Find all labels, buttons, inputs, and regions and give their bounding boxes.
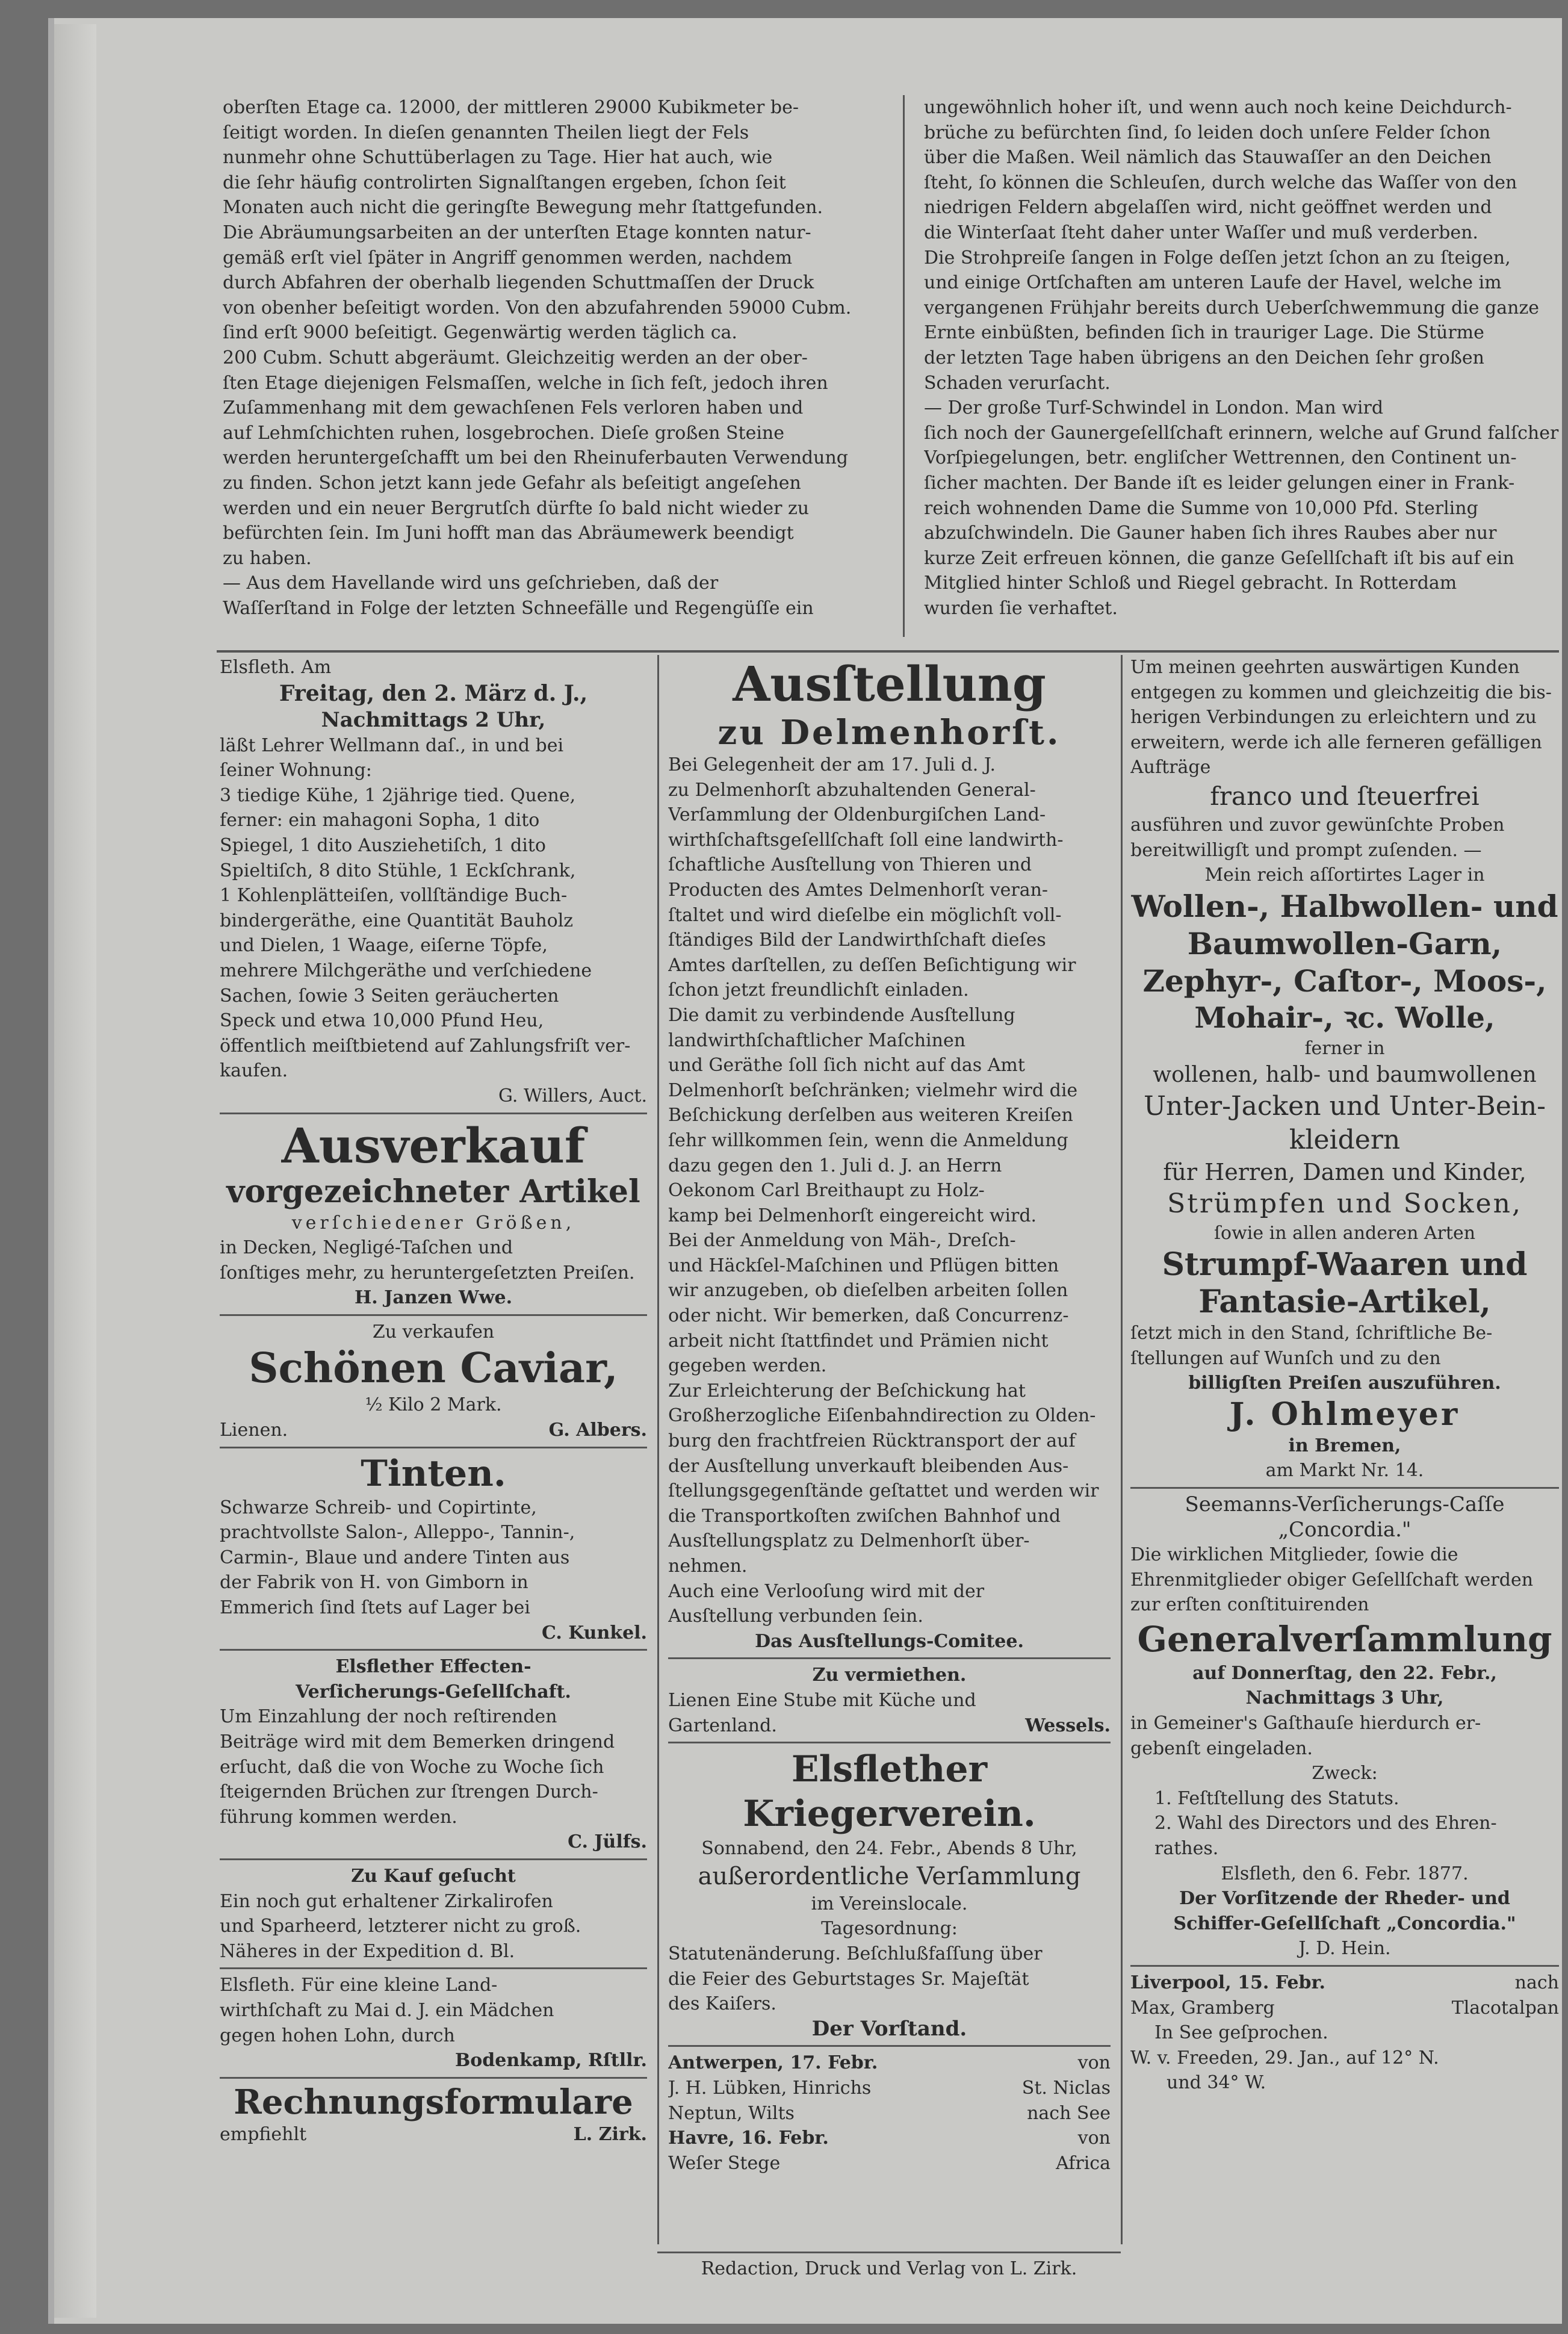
wool-intro [1130, 655, 1559, 780]
cassa-item: 2. Wahl des Directors und des Ehren- [1154, 1813, 1497, 1834]
ship-max: Max, Gramberg [1130, 1997, 1275, 2019]
wool-fantasy: Fantasie-Artikel, [1198, 1283, 1491, 1320]
cassa-place-line: in Gemeiner's Gaſthauſe hierdurch er- [1130, 1713, 1481, 1734]
exhibition-line: burg den frachtfreien Rücktransport der auf [668, 1430, 1076, 1452]
exhibition-paragraph-2 [668, 1003, 1111, 1379]
insurance-title-2: Verſicherungs-Geſellſchaft. [296, 1681, 571, 1702]
article-line: — Der große Turf-Schwindel in London. Man wird [924, 397, 1384, 419]
sale-title: Ausverkauf [281, 1117, 586, 1174]
article-line: der letzten Tage haben übrigens an den Deichen ſehr großen [924, 347, 1484, 368]
cassa-item: rathes. [1154, 1838, 1219, 1860]
wool-line-6: Unter-Jacken und Unter-Bein- [1143, 1091, 1546, 1122]
caviar-title: Schönen Caviar, [249, 1344, 618, 1393]
ship-spoken: In See geſprochen. [1154, 2022, 1328, 2044]
wool-intro-line: erweitern, werde ich alle ferneren gefälligen [1130, 731, 1542, 753]
wool-line-1: Wollen-, Halbwollen- und [1131, 888, 1558, 924]
ads-left-column [220, 655, 647, 2147]
wool-line-2: Baumwollen-Garn, [1187, 925, 1502, 961]
wool-intro-line: ausführen und zuvor gewünſchte Proben [1130, 814, 1505, 836]
article-line: Waſſerſtand in Folge der letzten Schneefälle und Regengüſſe ein [223, 597, 814, 619]
ship-havre-from: von [1077, 2128, 1111, 2149]
article-line: gemäß erſt viel ſpäter in Angriff genommen werden, nachdem [223, 247, 793, 268]
auction-line: kaufen. [220, 1060, 288, 1082]
insurance-line: ſteigernden Brüchen zur ſtrengen Durch- [220, 1781, 598, 1803]
wool-close-line: ſtellungen auf Wunſch und zu den [1130, 1347, 1441, 1369]
wanted-line: Ein noch gut erhaltener Zirkalirofen [220, 1890, 553, 1912]
article-line: Schaden verurſacht. [924, 372, 1111, 394]
firm-name: J. Ohlmeyer [1229, 1395, 1460, 1433]
auction-line: 3 tiedige Kühe, 1 2jährige tied. Quene, [220, 784, 576, 806]
exhibition-line: Amtes darſtellen, zu deſſen Beſichtigung wir [668, 954, 1076, 976]
club-signature: Der Vorſtand. [811, 2016, 967, 2041]
article-line: Die Abräumungsarbeiten an der unterſten Etage konnten natur- [223, 222, 811, 243]
exhibition-line: Ausſtellung verbunden ſein. [668, 1606, 923, 1627]
divider [220, 1858, 647, 1860]
exhibition-line: ſtaltet und wird dieſelbe ein möglichſt voll- [668, 904, 1062, 926]
ship-tlacotalpan: Tlacotalpan [1451, 1997, 1559, 2019]
exhibition-paragraph-3 [668, 1379, 1111, 1579]
divider [220, 1967, 647, 1969]
wool-close-line: ſetzt mich in den Stand, ſchriftliche Be- [1130, 1322, 1493, 1344]
exhibition-paragraph-4 [668, 1579, 1111, 1629]
insurance-line: erſucht, daß die von Woche zu Woche ſich [220, 1756, 604, 1778]
article-line: vergangenen Frühjahr bereits durch Ueberſchwemmung die ganze [924, 297, 1540, 318]
article-line: auf Lehmſchichten ruhen, losgebrochen. Dieſe großen Steine [223, 422, 785, 444]
maid-ad-line: gegen hohen Lohn, durch [220, 2025, 455, 2046]
ink-line: Emmerich ſind ſtets auf Lager bei [220, 1597, 530, 1619]
article-line: ſeitigt worden. In dieſen genannten Theilen liegt der Fels [223, 122, 749, 143]
exhibition-line: der Ausſtellung unverkauft bleibenden Aus- [668, 1455, 1069, 1477]
exhibition-line: ſtändiges Bild der Landwirthſchaft dieſes [668, 930, 1046, 951]
wool-line-4: Mohair-, ꝛc. Wolle, [1194, 1001, 1495, 1035]
cassa-date: auf Donnerſtag, den 22. Febr., [1192, 1662, 1497, 1684]
cassa-place [1130, 1711, 1559, 1761]
section-divider [217, 650, 1559, 653]
divider [220, 2077, 647, 2079]
article-line: die ſehr häufig controlirten Signalſtangen ergeben, ſchon ſeit [223, 172, 786, 193]
article-line: werden heruntergeſchafft um bei den Rheinuferbauten Verwendung [223, 447, 848, 469]
divider [668, 2045, 1111, 2047]
page-edge [54, 24, 96, 2318]
wanted-head: Zu Kauf geſucht [351, 1865, 516, 1887]
auction-line: läßt Lehrer Wellmann daſ., in und bei [220, 734, 564, 756]
exhibition-line: Oekonom Carl Breithaupt zu Holz- [668, 1180, 985, 1202]
ship-position: und 34° W. [1167, 2072, 1266, 2094]
article-line: von obenher beſeitigt worden. Von den abzufahrenden 59000 Cubm. [223, 297, 852, 318]
article-line: Ernte einbüßten, befinden ſich in trauriger Lage. Die Stürme [924, 322, 1484, 344]
insurance-line: Um Einzahlung der noch reſtirenden [220, 1706, 557, 1728]
article-line: niedrigen Feldern abgelaſſen wird, nicht geöffnet werden und [924, 197, 1492, 219]
auction-line: bindergeräthe, eine Quantität Bauholz [220, 910, 574, 931]
exhibition-line: ſehr willkommen ſein, wenn die Anmeldung [668, 1129, 1068, 1151]
exhibition-line: Verſammlung der Oldenburgiſchen Land- [668, 804, 1046, 826]
ship-antwerp-from: von [1077, 2052, 1111, 2074]
auction-line: Spieltiſch, 8 dito Stühle, 1 Eckſchrank, [220, 860, 576, 881]
article-line: nunmehr ohne Schuttüberlagen zu Tage. Hier hat auch, wie [223, 147, 773, 169]
exhibition-signature: Das Ausſtellungs-Comitee. [755, 1630, 1024, 1652]
insurance-signature: C. Jülfs. [568, 1831, 647, 1853]
exhibition-line: landwirthſchaftlicher Maſchinen [668, 1029, 966, 1051]
wanted-line: Näheres in der Expedition d. Bl. [220, 1940, 515, 1962]
article-line: wurden ſie verhaftet. [924, 597, 1118, 619]
exhibition-subtitle: zu Delmenhorſt. [717, 713, 1061, 753]
article-right-column [924, 95, 1559, 621]
firm-address: am Markt Nr. 14. [1265, 1460, 1424, 1482]
article-line: Vorſpiegelungen, betr. engliſcher Wettrennen, den Continent un- [924, 447, 1517, 469]
sale-signature: H. Janzen Wwe. [354, 1287, 513, 1309]
article-line: ungewöhnlich hoher iſt, und wenn auch noch keine Deichdurch- [924, 97, 1512, 118]
cassa-items [1130, 1786, 1559, 1861]
wool-cheap: billigſten Preiſen auszuführen. [1188, 1373, 1501, 1394]
wool-intro-line: Um meinen geehrten auswärtigen Kunden [1130, 657, 1520, 678]
article-line: — Aus dem Havellande wird uns geſchrieben, daß der [223, 573, 719, 594]
divider [668, 1657, 1111, 1659]
exhibition-line: und Geräthe ſoll ſich nicht auf das Amt [668, 1055, 1025, 1076]
wanted-text [220, 1889, 647, 1964]
column-divider-1 [657, 655, 659, 2244]
maid-ad-signature: Bodenkamp, Rſtllr. [454, 2050, 647, 2072]
ship-weser: Weſer Stege [668, 2152, 781, 2174]
exhibition-line: nehmen. [668, 1556, 748, 1577]
article-line: abzuſchwindeln. Die Gauner haben ſich ihres Raubes aber nur [924, 523, 1497, 544]
insurance-text [220, 1704, 647, 1830]
wool-for: für Herren, Damen und Kinder, [1163, 1159, 1526, 1186]
maid-ad-line: Elsfleth. Für eine kleine Land- [220, 1975, 498, 1996]
auction-line: 1 Kohlenplätteiſen, vollſtändige Buch- [220, 885, 568, 907]
club-date: Sonnabend, den 24. Febr., Abends 8 Uhr, [701, 1838, 1077, 1860]
ship-liverpool: Liverpool, 15. Febr. [1130, 1972, 1325, 1993]
ink-text [220, 1495, 647, 1621]
exhibition-line: Bei der Anmeldung von Mäh-, Dreſch- [668, 1230, 1016, 1252]
wool-free: franco und ſteuerfrei [1210, 781, 1480, 811]
auction-line: Sachen, ſowie 3 Seiten geräucherten [220, 985, 559, 1007]
article-line: ſteht, ſo können die Schleuſen, durch welche das Waſſer von den [924, 172, 1517, 193]
article-left-column [223, 95, 882, 621]
cassa-text [1130, 1542, 1559, 1618]
auction-date: Freitag, den 2. März d. J., [279, 680, 588, 706]
article-line: oberſten Etage ca. 12000, der mittleren 29000 Kubikmeter be- [223, 97, 799, 118]
cassa-time: Nachmittags 3 Uhr, [1245, 1687, 1444, 1709]
ink-line: der Fabrik von H. von Gimborn in [220, 1572, 528, 1594]
wool-line-5: wollenen, halb- und baumwollenen [1153, 1063, 1537, 1088]
cassa-title-2: „Concordia." [1278, 1517, 1412, 1542]
maid-ad-text [220, 1973, 647, 2048]
divider [1130, 1487, 1559, 1489]
wool-intro-line: Aufträge [1130, 757, 1211, 778]
sale-text-1: in Decken, Negligé-Taſchen und [220, 1237, 513, 1259]
cassa-item: 1. Feſtſtellung des Statuts. [1154, 1787, 1399, 1809]
cassa-purpose: Zweck: [1312, 1763, 1378, 1784]
firm-city: in Bremen, [1288, 1435, 1401, 1456]
column-divider-2 [1121, 655, 1123, 2244]
article-line: Die Strohpreiſe ſangen in Folge deſſen jetzt ſchon an zu ſteigen, [924, 247, 1511, 268]
article-line: und einige Ortſchaften am unteren Laufe der Havel, welche im [924, 272, 1502, 294]
exhibition-title: Ausſtellung [733, 656, 1046, 712]
ship-freeden: W. v. Freeden, 29. Jan., auf 12° N. [1130, 2047, 1439, 2069]
ship-neptun: Neptun, Wilts [668, 2102, 795, 2124]
article-line: ſind erſt 9000 beſeitigt. Gegenwärtig werden täglich ca. [223, 322, 737, 344]
exhibition-line: dazu gegen den 1. Juli d. J. an Herrn [668, 1155, 1002, 1176]
exhibition-line: wirthſchaftsgeſellſchaft ſoll eine landwirth- [668, 829, 1064, 851]
article-line: ſicher machten. Der Bande iſt es leider gelungen einer in Frank- [924, 472, 1515, 494]
divider [668, 1742, 1111, 1743]
divider [220, 1314, 647, 1316]
article-line: zu finden. Schon jetzt kann jede Gefahr als beſeitigt angeſehen [223, 472, 801, 494]
cassa-place-line: gebenſt eingeladen. [1130, 1737, 1313, 1759]
wool-ferner: ferner in [1304, 1037, 1385, 1059]
wanted-line: und Sparheerd, letzterer nicht zu groß. [220, 1916, 581, 1937]
article-line: Monaten auch nicht die geringſte Bewegung mehr ſtattgefunden. [223, 197, 823, 219]
ship-st-niclas: St. Niclas [1021, 2077, 1111, 2099]
sale-sizes: verſchiedener Größen, [291, 1212, 575, 1234]
auction-line: mehrere Milchgeräthe und verſchiedene [220, 960, 592, 981]
ink-line: prachtvollste Salon-, Alleppo-, Tannin-, [220, 1522, 575, 1544]
club-agenda: Tagesordnung: [821, 1918, 958, 1940]
club-text [668, 1941, 1111, 2017]
ads-right-column [1130, 655, 1559, 2096]
club-title: Elsflether Kriegerverein. [743, 1748, 1036, 1836]
exhibition-line: ſchaftliche Ausſtellung von Thieren und [668, 854, 1032, 876]
footer-divider [657, 2252, 1121, 2253]
cassa-meeting-title: Generalverſammlung [1137, 1618, 1552, 1660]
footer-imprint: Redaction, Druck und Verlag von L. Zirk. [701, 2258, 1077, 2279]
sale-subtitle: vorgezeichneter Artikel [226, 1173, 640, 1210]
article-left-text [223, 95, 882, 621]
article-line: brüche zu befürchten ſind, ſo leiden doch unſere Felder ſchon [924, 122, 1491, 143]
auction-line: öffentlich meiſtbietend auf Zahlungsfriſt ver- [220, 1035, 631, 1057]
ship-africa: Africa [1056, 2152, 1111, 2174]
article-line: ſich noch der Gaunergeſellſchaft erinnern, welche auf Grund falſcher [924, 422, 1559, 444]
insurance-line: Beiträge wird mit dem Bemerken dringend [220, 1731, 615, 1752]
article-line: Mitglied hinter Schloß und Riegel gebracht. In Rotterdam [924, 573, 1457, 594]
auction-time: Nachmittags 2 Uhr, [321, 707, 546, 732]
article-right-text [924, 95, 1559, 621]
auction-line: und Dielen, 1 Waage, eiſerne Töpfe, [220, 935, 548, 957]
exhibition-line: ſtellungsgegenſtände geſtattet und werden wir [668, 1480, 1099, 1502]
exhibition-line: Beſchickung derſelben aus weiteren Kreiſen [668, 1105, 1073, 1126]
exhibition-line: oder nicht. Wir bemerken, daß Concurrenz- [668, 1305, 1069, 1327]
article-line: ſten Etage diejenigen Felsmaſſen, welche in ſich feſt, jedoch ihren [223, 372, 828, 394]
exhibition-line: die Transportkoſten zwiſchen Bahnhof und [668, 1505, 1061, 1527]
cassa-date-line: Elsfleth, den 6. Febr. 1877. [1221, 1863, 1469, 1884]
article-line: reich wohnenden Dame die Summe von 10,000 Pfd. Sterling [924, 497, 1478, 519]
wool-also: ſowie in allen anderen Arten [1213, 1223, 1476, 1244]
cassa-signature-3: J. D. Hein. [1298, 1938, 1391, 1960]
ship-luebken: J. H. Lübken, Hinrichs [668, 2077, 872, 2099]
auction-head: Elsfleth. Am [220, 657, 332, 678]
wool-socks: Strümpfen und Socken, [1167, 1188, 1522, 1220]
wool-close [1130, 1321, 1559, 1371]
rent-text-2: Gartenland. [668, 1715, 777, 1736]
ads-middle-column [668, 655, 1111, 2176]
ink-line: Schwarze Schreib- und Copirtinte, [220, 1497, 537, 1518]
wool-assort: Mein reich aſſortirtes Lager in [1204, 864, 1485, 886]
cassa-title-1: Seemanns-Verſicherungs-Caſſe [1185, 1492, 1505, 1516]
auction-line: Speck und etwa 10,000 Pfund Heu, [220, 1010, 544, 1032]
top-column-divider [903, 95, 905, 637]
ship-liverpool-to: nach [1514, 1972, 1559, 1993]
article-line: Zuſammenhang mit dem gewachſenen Fels verloren haben und [223, 397, 804, 419]
caviar-place: Lienen. [220, 1420, 288, 1441]
club-place: im Vereinslocale. [811, 1893, 968, 1914]
cassa-signature-2: Schiffer-Geſellſchaft „Concordia." [1173, 1913, 1516, 1934]
article-line: die Winterſaat ſteht daher unter Waſſer und muß verderben. [924, 222, 1478, 243]
exhibition-line: zu Delmenhorſt abzuhaltenden General- [668, 779, 1036, 801]
club-line: des Kaiſers. [668, 1993, 776, 2015]
exhibition-line: ſchon jetzt freundlichſt einladen. [668, 979, 969, 1001]
exhibition-line: Zur Erleichterung der Beſchickung hat [668, 1380, 1026, 1401]
insurance-line: führung kommen werden. [220, 1806, 457, 1828]
ship-nach-see: nach See [1027, 2102, 1111, 2124]
auction-text [220, 733, 647, 1084]
article-line: werden und ein neuer Bergrutſch dürfte ſo bald nicht wieder zu [223, 497, 810, 519]
exhibition-line: Delmenhorſt beſchränken; vielmehr wird die [668, 1079, 1078, 1101]
divider [220, 1447, 647, 1448]
exhibition-paragraph-1 [668, 753, 1111, 1003]
forms-signature: L. Zirk. [573, 2123, 647, 2145]
ink-title: Tinten. [361, 1452, 506, 1495]
club-meeting: außerordentliche Verſammlung [698, 1862, 1081, 1890]
sale-text-2: ſonſtiges mehr, zu heruntergeſetzten Preiſen. [220, 1262, 635, 1283]
divider [220, 1113, 647, 1114]
article-line: kurze Zeit erfreuen können, die ganze Geſellſchaft iſt bis auf ein [924, 547, 1514, 569]
article-line: durch Abfahren der oberhalb liegenden Schuttmaſſen der Druck [223, 272, 814, 294]
wool-intro-line: entgegen zu kommen und gleichzeitig die bis- [1130, 681, 1552, 703]
article-line: über die Maßen. Weil nämlich das Stauwaſſer an den Deichen [924, 147, 1492, 169]
cassa-line: zur erſten conſtituirenden [1130, 1594, 1369, 1616]
ship-antwerp: Antwerpen, 17. Febr. [668, 2052, 878, 2074]
wool-line-3: Zephyr-, Caſtor-, Moos-, [1142, 963, 1547, 999]
exhibition-line: kamp bei Delmenhorſt eingereicht wird. [668, 1205, 1037, 1226]
caviar-signature: G. Albers. [548, 1420, 647, 1441]
exhibition-line: Auch eine Verlooſung wird mit der [668, 1580, 985, 1602]
article-line: 200 Cubm. Schutt abgeräumt. Gleichzeitig werden an der ober- [223, 347, 808, 368]
article-line: befürchten ſein. Im Juni hofft man das Abräumewerk beendigt [223, 523, 794, 544]
auction-line: ferner: ein mahagoni Sopha, 1 dito [220, 810, 540, 831]
ink-signature: C. Kunkel. [542, 1622, 647, 1643]
cassa-signature-1: Der Vorſitzende der Rheder- und [1179, 1888, 1510, 1910]
exhibition-line: Die damit zu verbindende Ausſtellung [668, 1004, 1015, 1026]
ship-havre: Havre, 16. Febr. [668, 2128, 829, 2149]
wool-hosiery: Strumpf-Waaren und [1162, 1246, 1528, 1283]
rent-text-1: Lienen Eine Stube mit Küche und [668, 1689, 976, 1711]
maid-ad-line: wirthſchaft zu Mai d. J. ein Mädchen [220, 1999, 554, 2021]
exhibition-line: Producten des Amtes Delmenhorſt veran- [668, 879, 1049, 901]
wool-intro-line: herigen Verbindungen zu erleichtern und zu [1130, 707, 1537, 728]
forms-title: Rechnungsformulare [234, 2082, 633, 2122]
cassa-line: Die wirklichen Mitglieder, ſowie die [1130, 1544, 1458, 1566]
exhibition-line: Ausſtellungsplatz zu Delmenhorſt über- [668, 1530, 1030, 1552]
exhibition-line: Bei Gelegenheit der am 17. Juli d. J. [668, 754, 996, 775]
exhibition-line: und Häckſel-Maſchinen und Pflügen bitten [668, 1255, 1059, 1276]
auction-line: ſeiner Wohnung: [220, 760, 372, 781]
cassa-line: Ehrenmitglieder obiger Geſellſchaft werden [1130, 1569, 1534, 1591]
wool-intro-line: bereitwilligſt und prompt zuſenden. — [1130, 839, 1482, 861]
insurance-title-1: Elsflether Effecten- [335, 1656, 531, 1678]
rent-signature: Wessels. [1025, 1715, 1111, 1736]
exhibition-line: gegeben werden. [668, 1355, 827, 1377]
divider [1130, 1965, 1559, 1967]
ink-line: Carmin-, Blaue und andere Tinten aus [220, 1547, 570, 1568]
exhibition-line: arbeit nicht ſtattfindet und Prämien nicht [668, 1330, 1049, 1352]
exhibition-line: wir anzugeben, ob dieſelben arbeiten ſollen [668, 1280, 1068, 1302]
caviar-head: Zu verkaufen [372, 1321, 495, 1342]
rent-head: Zu vermiethen. [812, 1665, 967, 1686]
club-line: Statutenänderung. Beſchlußfaſſung über [668, 1943, 1043, 1964]
caviar-price: ½ Kilo 2 Mark. [365, 1394, 502, 1416]
wool-line-7: kleidern [1289, 1125, 1401, 1156]
forms-left: empfiehlt [220, 2123, 307, 2145]
auction-line: Spiegel, 1 dito Ausziehetiſch, 1 dito [220, 834, 546, 856]
club-line: die Feier des Geburtstages Sr. Majeſtät [668, 1968, 1029, 1990]
exhibition-line: Großherzogliche Eiſenbahndirection zu Olden- [668, 1405, 1096, 1427]
auction-signature: G. Willers, Auct. [498, 1085, 647, 1106]
divider [220, 1649, 647, 1651]
article-line: zu haben. [223, 547, 312, 569]
wool-intro-2 [1130, 813, 1559, 863]
